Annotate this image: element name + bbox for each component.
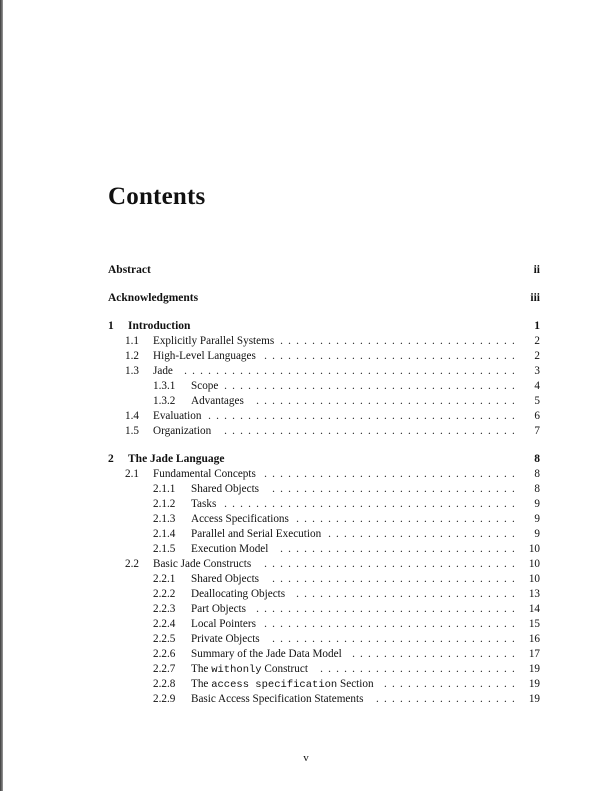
dot-leader: ..............................: [280, 335, 520, 347]
toc-entry-title: Shared Objects: [191, 573, 260, 585]
toc-section-entry[interactable]: [0, 511, 612, 527]
toc-entry-number: 2.2.4: [153, 618, 176, 630]
toc-section-entry[interactable]: [0, 423, 612, 439]
toc-entry-number: 1.2: [125, 350, 139, 362]
toc-section-entry[interactable]: [0, 541, 612, 557]
toc-entry-title: Shared Objects: [191, 483, 260, 495]
toc-entry-title: Jade: [153, 365, 173, 377]
toc-entry-number: 2: [108, 453, 114, 465]
toc-entry-number: 2.1.5: [153, 543, 176, 555]
dot-leader: ..................: [376, 693, 520, 705]
dot-leader: .....................: [352, 648, 520, 660]
toc-section-entry[interactable]: [0, 481, 612, 497]
toc-entry-title: Fundamental Concepts: [153, 468, 256, 480]
toc-entry-number: 2.2.3: [153, 603, 176, 615]
toc-section-entry[interactable]: [0, 348, 612, 364]
page-number: v: [303, 752, 309, 764]
toc-chapter-entry[interactable]: [0, 262, 612, 278]
toc-entry-page: 3: [534, 365, 540, 377]
toc-entry-title: Execution Model: [191, 543, 269, 555]
toc-entry-page: iii: [530, 292, 540, 304]
toc-entry-title: Acknowledgments: [108, 292, 199, 304]
dot-leader: .........................: [320, 663, 520, 675]
dot-leader: ................................: [264, 468, 520, 480]
page-title: Contents: [108, 183, 206, 210]
toc-entry-number: 2.1.1: [153, 483, 176, 495]
toc-section-entry[interactable]: [0, 496, 612, 512]
toc-entry-page: 9: [534, 513, 540, 525]
toc-entry-number: 2.1.2: [153, 498, 176, 510]
toc-entry-page: 6: [534, 410, 540, 422]
title-text: The: [191, 678, 212, 690]
dot-leader: ..........................................: [184, 365, 520, 377]
toc-entry-page: 7: [534, 425, 540, 437]
dot-leader: .................................: [256, 395, 520, 407]
toc-section-entry[interactable]: [0, 408, 612, 424]
title-text: Section: [337, 678, 374, 690]
toc-section-entry[interactable]: [0, 661, 612, 677]
toc-entry-page: 8: [534, 453, 540, 465]
toc-entry-page: 8: [534, 483, 540, 495]
dot-leader: ...............................: [272, 483, 520, 495]
dot-leader: ..............................: [280, 543, 520, 555]
toc-section-entry[interactable]: [0, 646, 612, 662]
toc-entry-title: The Jade Language: [128, 453, 225, 465]
toc-entry-page: 19: [528, 663, 540, 675]
toc-chapter-entry[interactable]: [0, 318, 612, 334]
toc-section-entry[interactable]: [0, 466, 612, 482]
toc-entry-number: 1: [108, 320, 114, 332]
dot-leader: ................................: [264, 350, 520, 362]
toc-section-entry[interactable]: [0, 571, 612, 587]
toc-entry-title: Basic Access Specification Statements: [191, 693, 364, 705]
dot-leader: .................................: [256, 603, 520, 615]
toc-entry-page: 17: [528, 648, 540, 660]
toc-section-entry[interactable]: [0, 378, 612, 394]
toc-entry-page: 15: [528, 618, 540, 630]
toc-entry-number: 2.1.4: [153, 528, 176, 540]
toc-entry-number: 2.1.3: [153, 513, 176, 525]
toc-entry-title: Evaluation: [153, 410, 202, 422]
toc-entry-page: 19: [528, 693, 540, 705]
toc-entry-number: 1.5: [125, 425, 139, 437]
title-text: Construct: [261, 663, 308, 675]
toc-entry-title: Organization: [153, 425, 212, 437]
title-code: withonly: [211, 664, 262, 676]
toc-entry-page: 16: [528, 633, 540, 645]
toc-entry-number: 1.1: [125, 335, 139, 347]
dot-leader: ...............................: [272, 573, 520, 585]
title-text: The: [191, 663, 212, 675]
toc-entry-number: 2.2.7: [153, 663, 176, 675]
dot-leader: ................................: [264, 558, 520, 570]
toc-entry-title: Private Objects: [191, 633, 260, 645]
toc-entry-page: 8: [534, 468, 540, 480]
toc-entry-number: 2.2.2: [153, 588, 176, 600]
dot-leader: .....................................: [224, 498, 520, 510]
toc-entry-page: 10: [528, 558, 540, 570]
toc-entry-number: 1.3.2: [153, 395, 176, 407]
toc-section-entry[interactable]: [0, 526, 612, 542]
toc-entry-page: 10: [528, 573, 540, 585]
dot-leader: ............................: [296, 588, 520, 600]
toc-entry-title: Basic Jade Constructs: [153, 558, 252, 570]
toc-entry-title: Introduction: [128, 320, 191, 332]
toc-entry-page: 9: [534, 528, 540, 540]
toc-entry-number: 2.2.1: [153, 573, 176, 585]
toc-entry-page: 1: [534, 320, 540, 332]
dot-leader: ............................: [296, 513, 520, 525]
toc-entry-page: 5: [534, 395, 540, 407]
toc-entry-number: 2.2.6: [153, 648, 176, 660]
dot-leader: .....................................: [224, 425, 520, 437]
toc-section-entry[interactable]: [0, 631, 612, 647]
toc-chapter-entry[interactable]: [0, 451, 612, 467]
toc-entry-page: 2: [534, 350, 540, 362]
toc-entry-page: 14: [528, 603, 540, 615]
title-code: access specification: [211, 679, 338, 691]
toc-section-entry[interactable]: [0, 601, 612, 617]
toc-entry-number: 1.3.1: [153, 380, 176, 392]
toc-entry-number: 2.1: [125, 468, 139, 480]
toc-entry-page: ii: [533, 264, 540, 276]
toc-entry-number: 1.4: [125, 410, 139, 422]
toc-entry-number: 2.2: [125, 558, 139, 570]
toc-chapter-entry[interactable]: [0, 290, 612, 306]
toc-section-entry[interactable]: [0, 333, 612, 349]
toc-section-entry[interactable]: [0, 586, 612, 602]
toc-section-entry[interactable]: [0, 393, 612, 409]
dot-leader: .....................................: [224, 380, 520, 392]
toc-entry-title: Deallocating Objects: [191, 588, 286, 600]
toc-section-entry[interactable]: [0, 691, 612, 707]
dot-leader: ................................: [264, 618, 520, 630]
toc-entry-title: Local Pointers: [191, 618, 256, 630]
toc-section-entry[interactable]: [0, 363, 612, 379]
toc-entry-title: High-Level Languages: [153, 350, 256, 362]
toc-section-entry[interactable]: [0, 556, 612, 572]
toc-entry-title: Advantages: [191, 395, 244, 407]
toc-entry-page: 2: [534, 335, 540, 347]
toc-entry-page: 19: [528, 678, 540, 690]
toc-section-entry[interactable]: [0, 676, 612, 692]
toc-entry-number: 2.2.5: [153, 633, 176, 645]
toc-entry-number: 2.2.9: [153, 693, 176, 705]
toc-entry-title: Abstract: [108, 264, 151, 276]
toc-entry-title: Scope: [191, 380, 219, 392]
toc-entry-page: 4: [534, 380, 540, 392]
toc-entry-title: Explicitly Parallel Systems: [153, 335, 275, 347]
toc-entry-number: 2.2.8: [153, 678, 176, 690]
dot-leader: .......................................: [208, 410, 520, 422]
toc-entry-page: 10: [528, 543, 540, 555]
toc-entry-title: Access Specifications: [191, 513, 289, 525]
toc-section-entry[interactable]: [0, 616, 612, 632]
toc-entry-page: 9: [534, 498, 540, 510]
dot-leader: ........................: [328, 528, 520, 540]
toc-entry-number: 1.3: [125, 365, 139, 377]
toc-entry-title: Summary of the Jade Data Model: [191, 648, 342, 660]
dot-leader: .................: [384, 678, 520, 690]
dot-leader: ...............................: [272, 633, 520, 645]
toc-entry-title: Part Objects: [191, 603, 246, 615]
toc-entry-title: Tasks: [191, 498, 217, 510]
toc-entry-title: Parallel and Serial Execution: [191, 528, 322, 540]
toc-entry-page: 13: [528, 588, 540, 600]
